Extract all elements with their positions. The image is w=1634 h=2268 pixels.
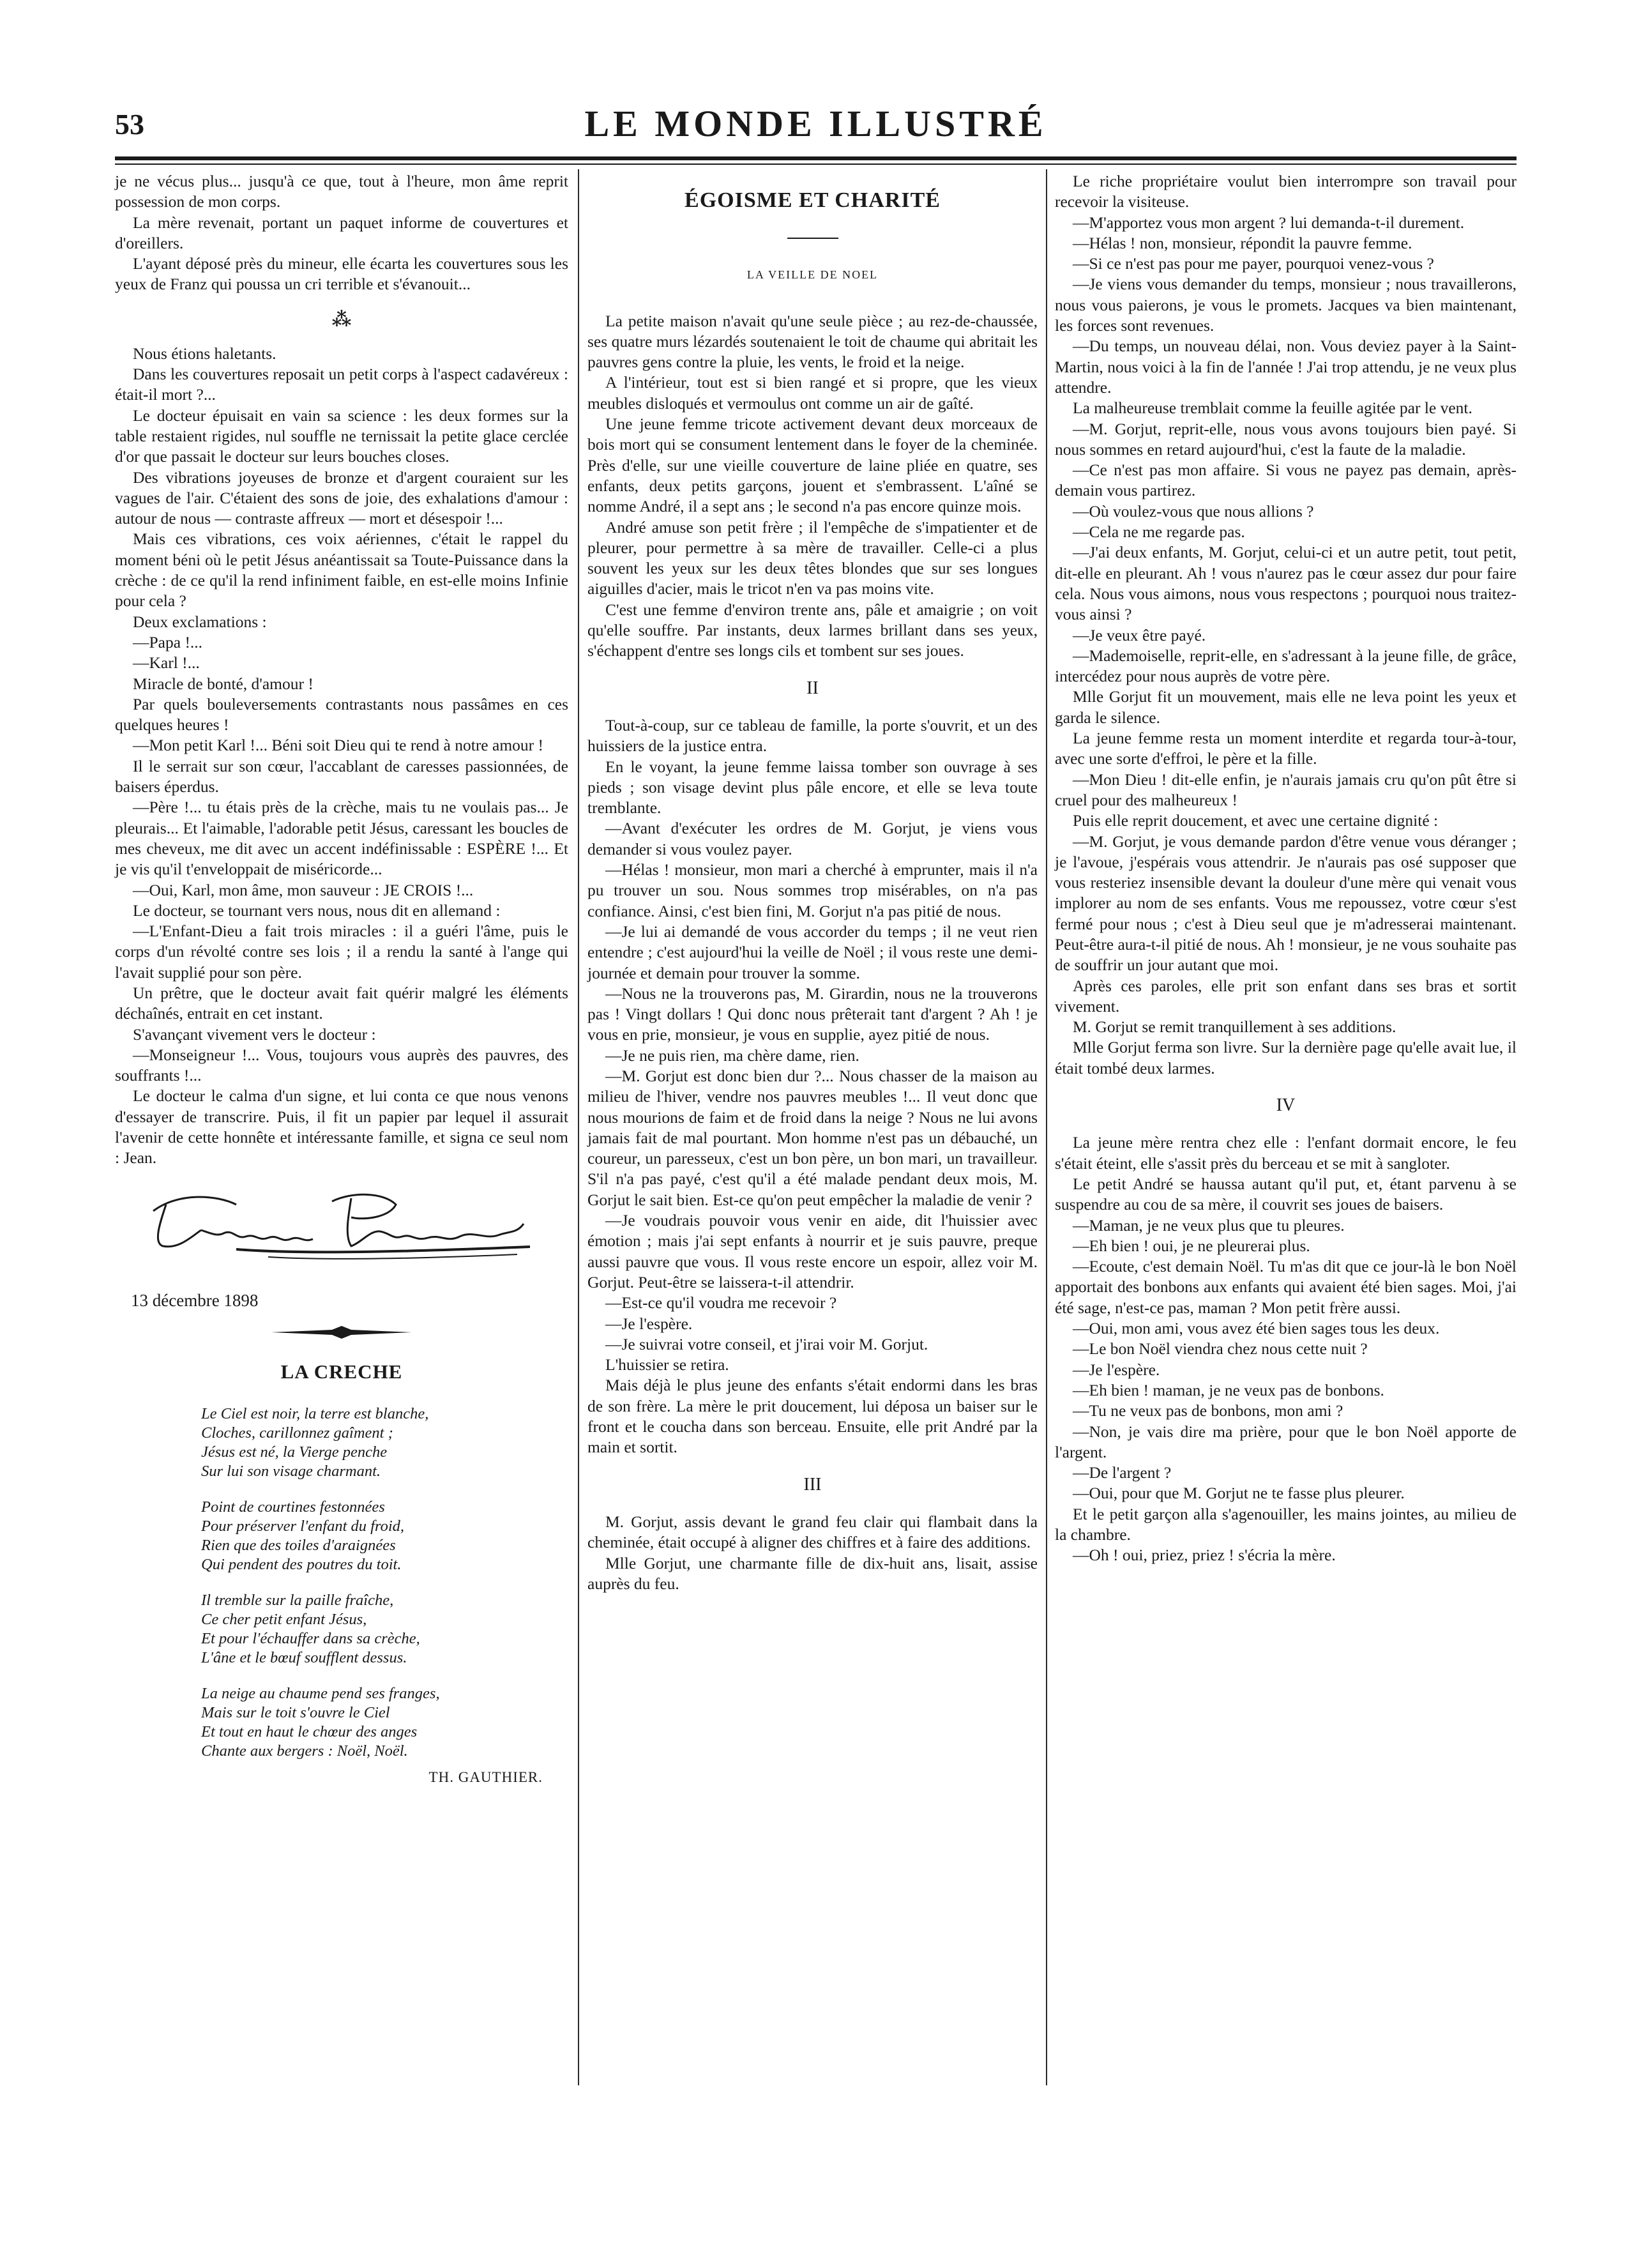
paragraph: L'ayant déposé près du mineur, elle écarta les couvertures sous les yeux de Franz qui poussa un cri terrible et s'évanouit... [115, 254, 568, 294]
paragraph: —Hélas ! non, monsieur, répondit la pauvre femme. [1073, 233, 1412, 252]
paragraph: —Mon petit Karl !... Béni soit Dieu qui te rend à notre amour ! [133, 736, 544, 755]
paragraph: —Je viens vous demander du temps, monsieur ; nous travaillerons, nous vous paierons, je vous le promets. Jacques va bien maintenant, les forces sont revenues. [1055, 275, 1517, 335]
paragraph: —Maman, je ne veux plus que tu pleures. [1073, 1215, 1345, 1235]
paragraph: Il le serrait sur son cœur, l'accablant de caresses passionnées, de baisers éperdus. [115, 756, 568, 796]
paragraph: —Où voulez-vous que nous allions ? [1073, 501, 1314, 521]
column-3 [1055, 171, 1517, 1566]
poem-author: TH. GAUTHIER. [428, 1769, 543, 1785]
paragraph: A l'intérieur, tout est si bien rangé et si propre, que les vieux meubles disloqués et vermoulus ont comme un air de gaîté. [587, 373, 1038, 413]
paragraph: —M'apportez vous mon argent ? lui demanda-t-il durement. [1073, 213, 1465, 232]
paragraph: Le riche propriétaire voulut bien interrompre son travail pour recevoir la visiteuse. [1055, 172, 1517, 211]
paragraph: —M. Gorjut, je vous demande pardon d'être venue vous déranger ; je l'avoue, j'espérais vous attendrir. Je n'aurais pas osé supposer que vous resteriez insensible devant la douleur d'une mère qui venait vous implorer au nom de ses enfants. Vous me repoussez, votre cœur s'est fermé pour nous ; c'est à Dieu seul que je m'adresserai maintenant. Peut-être aura-t-il pitié de nous. Ah ! monsieur, je ne vous souhaite pas de souffrir un jour autant que moi. [1055, 832, 1517, 975]
paragraph: —Je veux être payé. [1073, 625, 1206, 644]
column-1 [115, 171, 568, 1788]
poem [201, 1404, 568, 1761]
paragraph: —Je l'espère. [605, 1314, 693, 1333]
paragraph: —L'Enfant-Dieu a fait trois miracles : il a guéri l'âme, puis le corps d'un révolté contre ses lois ; il a rendu la santé à l'ange qui l'avait supplié pour son père. [115, 922, 568, 982]
paragraph: Une jeune femme tricote activement devant deux morceaux de bois mort qui se consument lentement dans le foyer de la cheminée. Près d'elle, sur une vieille couverture de laine pliée en quatre, ses enfants, deux petits garçons, jouent et s'embrassent. L'aîné se nomme André, il a sept ans ; le second n'a pas encore quinze mois. [587, 415, 1038, 516]
paragraph: —Papa !... [133, 632, 203, 651]
paragraph: —Nous ne la trouverons pas, M. Girardin, nous ne la trouverons pas ! Vingt dollars ! Qui donc nous prêterait tant d'argent ? Ah ! je vous en prie, monsieur, je vous en supplie, ayez pitié de nous. [587, 984, 1038, 1044]
paragraph: —Karl !... [133, 653, 200, 673]
poem-title: LA CRECHE [280, 1360, 403, 1383]
paragraph: Des vibrations joyeuses de bronze et d'argent couraient sur les vagues de l'air. C'étaient des sons de joie, des exhalations d'amour : autour de nous — contraste affreux — mort et désespoir !... [115, 468, 568, 528]
paragraph: —Si ce n'est pas pour me payer, pourquoi venez-vous ? [1073, 254, 1434, 273]
paragraph: je ne vécus plus... jusqu'à ce que, tout à l'heure, mon âme reprit possession de mon corps. [115, 172, 568, 211]
paragraph: —Monseigneur !... Vous, toujours vous auprès des pauvres, des souffrants !... [115, 1045, 568, 1085]
paragraph: Le docteur, se tournant vers nous, nous dit en allemand : [133, 901, 501, 920]
column-separator [578, 169, 579, 2085]
handwritten-signature [140, 1185, 536, 1262]
poem-line: La neige au chaume pend ses franges, [201, 1684, 440, 1702]
paragraph: La jeune femme resta un moment interdite et regarda tour-à-tour, avec une sorte d'effroi, le père et la fille. [1055, 729, 1517, 768]
article-subtitle: LA VEILLE DE NOEL [746, 268, 879, 282]
section-number: III [803, 1474, 822, 1495]
paragraph: Nous étions haletants. [133, 344, 276, 363]
paragraph: —Est-ce qu'il voudra me recevoir ? [605, 1293, 837, 1313]
paragraph: C'est une femme d'environ trente ans, pâle et amaigrie ; on voit qu'elle souffre. Par instants, deux larmes brillant dans ses yeux, s'échappent d'entre ses longs cils et tombent sur ses joues. [587, 600, 1038, 660]
poem-line: Sur lui son visage charmant. [201, 1462, 381, 1480]
paragraph: —Oui, pour que M. Gorjut ne te fasse plus pleurer. [1073, 1484, 1405, 1503]
header-rule-thin [115, 164, 1517, 165]
poem-line: Il tremble sur la paille fraîche, [201, 1591, 394, 1609]
paragraph: Mlle Gorjut, une charmante fille de dix-huit ans, lisait, assise auprès du feu. [587, 1553, 1038, 1593]
paragraph: Mlle Gorjut fit un mouvement, mais elle ne leva point les yeux et garda le silence. [1055, 687, 1517, 727]
poem-line: Ce cher petit enfant Jésus, [201, 1610, 367, 1628]
paragraph: —Oui, mon ami, vous avez été bien sages tous les deux. [1073, 1319, 1440, 1338]
paragraph: —M. Gorjut, reprit-elle, nous vous avons toujours bien payé. Si nous sommes en retard aujourd'hui, c'est la faute de la maladie. [1055, 419, 1517, 459]
column-separator [1046, 169, 1047, 2085]
poem-line: Et tout en haut le chœur des anges [201, 1723, 418, 1740]
poem-stanza [201, 1404, 568, 1481]
paragraph: —Ecoute, c'est demain Noël. Tu m'as dit que ce jour-là le bon Noël apportait des bonbons aux enfants qui avaient été bien sages. Moi, j'ai été sage, n'est-ce pas, maman ? Mon petit frère aussi. [1055, 1257, 1517, 1317]
poem-line: Chante aux bergers : Noël, Noël. [201, 1742, 408, 1760]
poem-line: Mais sur le toit s'ouvre le Ciel [201, 1703, 390, 1721]
paragraph: —Je lui ai demandé de vous accorder du temps ; il ne veut rien entendre ; c'est aujourd'hui la veille de Noël ; il vous reste une demi-journée et demain pour trouver la somme. [587, 922, 1038, 982]
paragraph: La malheureuse tremblait comme la feuille agitée par le vent. [1073, 399, 1472, 418]
title-rule [787, 238, 838, 239]
paragraph: —Avant d'exécuter les ordres de M. Gorjut, je viens vous demander si vous voulez payer. [587, 819, 1038, 858]
paragraph: La mère revenait, portant un paquet informe de couvertures et d'oreillers. [115, 213, 568, 252]
paragraph: —Oui, Karl, mon âme, mon sauveur : JE CROIS !... [133, 880, 474, 899]
paragraph: Tout-à-coup, sur ce tableau de famille, la porte s'ouvrit, et un des huissiers de la justice entra. [587, 715, 1038, 756]
paragraph: Dans les couvertures reposait un petit corps à l'aspect cadavéreux : était-il mort ?... [115, 365, 568, 404]
paragraph: —Oh ! oui, priez, priez ! s'écria la mère. [1073, 1546, 1336, 1565]
paragraph: M. Gorjut se remit tranquillement à ses additions. [1073, 1017, 1396, 1037]
paragraph: La jeune mère rentra chez elle : l'enfant dormait encore, le feu s'était éteint, elle s'assit près du berceau et se mit à sangloter. [1055, 1133, 1517, 1173]
paragraph: La petite maison n'avait qu'une seule pièce ; au rez-de-chaussée, ses quatre murs lézardés soutenaient le toit de chaume qui abritait les pauvres gens contre la pluie, les vents, le froid et la neige. [587, 311, 1038, 372]
header-rule [115, 156, 1517, 160]
paragraph: En le voyant, la jeune femme laissa tomber son ouvrage à ses pieds ; son visage devint plus pâle encore, et elle se leva toute tremblante. [587, 757, 1038, 818]
date: 13 décembre 1898 [131, 1290, 259, 1310]
masthead [115, 102, 1517, 153]
paragraph: M. Gorjut, assis devant le grand feu clair qui flambait dans la cheminée, était occupé à aligner des chiffres et à faire des additions. [587, 1512, 1038, 1552]
paragraph: Le docteur épuisait en vain sa science : les deux formes sur la table restaient rigides, nul souffle ne ternissait la petite glace cerclée d'or que passait le docteur sur leurs bouches closes. [115, 406, 568, 466]
article-title: ÉGOISME ET CHARITÉ [685, 188, 941, 212]
section-number: II [806, 678, 819, 698]
poem-line: Et pour l'échauffer dans sa crèche, [201, 1629, 420, 1647]
paragraph: —Je l'espère. [1073, 1360, 1160, 1379]
paragraph: —Non, je vais dire ma prière, pour que le bon Noël apporte de l'argent. [1055, 1422, 1517, 1461]
paragraph: —Je voudrais pouvoir vous venir en aide, dit l'huissier avec émotion ; mais j'ai sept enfants à nourrir et je suis pauvre, preque aussi pauvre que vous. Il vous reste encore un espoir, allez voir M. Gorjut. Peut-être se laissera-t-il attendrir. [587, 1211, 1038, 1291]
paragraph: Puis elle reprit doucement, et avec une certaine dignité : [1073, 811, 1439, 830]
paragraph: —Je ne puis rien, ma chère dame, rien. [605, 1046, 859, 1065]
page-number: 53 [115, 108, 144, 141]
paragraph: —Tu ne veux pas de bonbons, mon ami ? [1073, 1401, 1343, 1420]
poem-stanza [201, 1498, 568, 1574]
ornament-divider [115, 1325, 568, 1344]
paragraph: —Je suivrai votre conseil, et j'irai voir M. Gorjut. [605, 1334, 928, 1353]
paragraph: Un prêtre, que le docteur avait fait quérir malgré les éléments déchaînés, entrait en cet instant. [115, 983, 568, 1023]
section-number: IV [1276, 1095, 1296, 1116]
paragraph: S'avançant vivement vers le docteur : [133, 1024, 376, 1044]
poem-line: Point de courtines festonnées [201, 1498, 385, 1516]
paragraph: Mais ces vibrations, ces voix aériennes, c'était le rappel du moment béni où le petit Jésus anéantissait sa Toute-Puissance dans la crèche : de ce qu'il la rend infiniment faible, en est-elle moins Infinie pour cela ? [115, 529, 568, 611]
journal-title: LE MONDE ILLUSTRÉ [584, 103, 1047, 144]
paragraph: —Du temps, un nouveau délai, non. Vous deviez payer à la Saint-Martin, nous voici à la fin de l'année ! J'ai trop attendu, je ne veux plus attendre. [1055, 337, 1517, 397]
paragraph: —Cela ne me regarde pas. [1073, 522, 1245, 542]
poem-stanza [201, 1684, 568, 1761]
asterism: ⁂ [331, 308, 352, 330]
paragraph: —Eh bien ! oui, je ne pleurerai plus. [1073, 1236, 1310, 1255]
poem-line: Le Ciel est noir, la terre est blanche, [201, 1404, 429, 1422]
paragraph: —Eh bien ! maman, je ne veux pas de bonbons. [1073, 1380, 1384, 1399]
paragraph: —Hélas ! monsieur, mon mari a cherché à emprunter, mais il n'a pu trouver un sou. Nous sommes trop misérables, on n'a pas confiance. Ainsi, c'est bien fini, M. Gorjut n'a pas pitié de nous. [587, 860, 1038, 920]
paragraph: —Ce n'est pas mon affaire. Si vous ne payez pas demain, après-demain vous partirez. [1055, 460, 1517, 500]
poem-line: Pour préserver l'enfant du froid, [201, 1517, 405, 1535]
poem-stanza [201, 1591, 568, 1668]
paragraph: —J'ai deux enfants, M. Gorjut, celui-ci et un autre petit, tout petit, dit-elle en pleurant. Ah ! vous n'aurez pas le cœur assez dur pour faire cela. Nous vous aimons, nous vous respectons ; pourquoi nous traitez-vous ainsi ? [1055, 543, 1517, 624]
paragraph: Par quels bouleversements contrastants nous passâmes en ces quelques heures ! [115, 694, 568, 734]
paragraph: Le docteur le calma d'un signe, et lui conta ce que nous venons d'essayer de transcrire. Puis, il fit un papier par lequel il assurait l'avenir de cette honnête et intéressante famille, et signa ce seul nom : Jean. [115, 1086, 568, 1168]
paragraph: L'huissier se retira. [605, 1355, 729, 1374]
paragraph: Deux exclamations : [133, 612, 267, 631]
paragraph: —Mon Dieu ! dit-elle enfin, je n'aurais jamais cru qu'on pût être si cruel pour des malheureux ! [1055, 770, 1517, 809]
paragraph: Mlle Gorjut ferma son livre. Sur la dernière page qu'elle avait lue, il était tombé deux larmes. [1055, 1038, 1517, 1077]
paragraph: Après ces paroles, elle prit son enfant dans ses bras et sortit vivement. [1055, 976, 1517, 1016]
paragraph: —De l'argent ? [1073, 1463, 1172, 1482]
paragraph: —Père !... tu étais près de la crèche, mais tu ne voulais pas... Je pleurais... Et l'aimable, l'adorable petit Jésus, caressant les boucles de mes cheveux, me dit avec un accent indéfinissable : ESPÈRE !... Et je vis qu'il t'enveloppait de miséricorde... [115, 798, 568, 879]
paragraph: —Le bon Noël viendra chez nous cette nuit ? [1073, 1339, 1368, 1359]
poem-line: Cloches, carillonnez gaîment ; [201, 1424, 393, 1442]
paragraph: Mais déjà le plus jeune des enfants s'était endormi dans les bras de son frère. La mère le prit doucement, lui déposa un baiser sur le front et le coucha dans son berceau. Ensuite, elle prit André par la main et sortit. [587, 1376, 1038, 1457]
poem-line: Rien que des toiles d'araignées [201, 1536, 396, 1554]
paragraph: Et le petit garçon alla s'agenouiller, les mains jointes, au milieu de la chambre. [1055, 1504, 1517, 1544]
poem-line: Jésus est né, la Vierge penche [201, 1443, 388, 1461]
paragraph: André amuse son petit frère ; il l'empêche de s'impatienter et de pleurer, pour permettre à sa mère de travailler. Celle-ci a plus souvent les yeux sur les deux têtes blondes que sur ses longues aiguilles d'acier, mais le tricot n'en va pas moins vite. [587, 517, 1038, 598]
poem-line: L'âne et le bœuf soufflent dessus. [201, 1648, 407, 1666]
column-2 [587, 171, 1038, 1594]
paragraph: Miracle de bonté, d'amour ! [133, 674, 314, 693]
paragraph: —Mademoiselle, reprit-elle, en s'adressant à la jeune fille, de grâce, intercédez pour nous auprès de votre père. [1055, 646, 1517, 686]
paragraph: Le petit André se haussa autant qu'il put, et, étant parvenu à se suspendre au cou de sa mère, il couvrit ses joues de baisers. [1055, 1174, 1517, 1214]
poem-line: Qui pendent des poutres du toit. [201, 1555, 402, 1573]
paragraph: —M. Gorjut est donc bien dur ?... Nous chasser de la maison au milieu de l'hiver, vendre nos pauvres meubles !... Il veut donc que nous mourions de faim et de froid dans la neige ? Nous ne lui avons jamais fait de mal pourtant. Mon homme n'est pas un débauché, un coureur, un paresseux, c'est un bon père, un bon mari, un travailleur. S'il n'a pas payé, c'est qu'il a été malade pendant deux mois, M. Gorjut le sait bien. Est-ce qu'on peut empêcher la maladie de venir ? [587, 1066, 1038, 1209]
